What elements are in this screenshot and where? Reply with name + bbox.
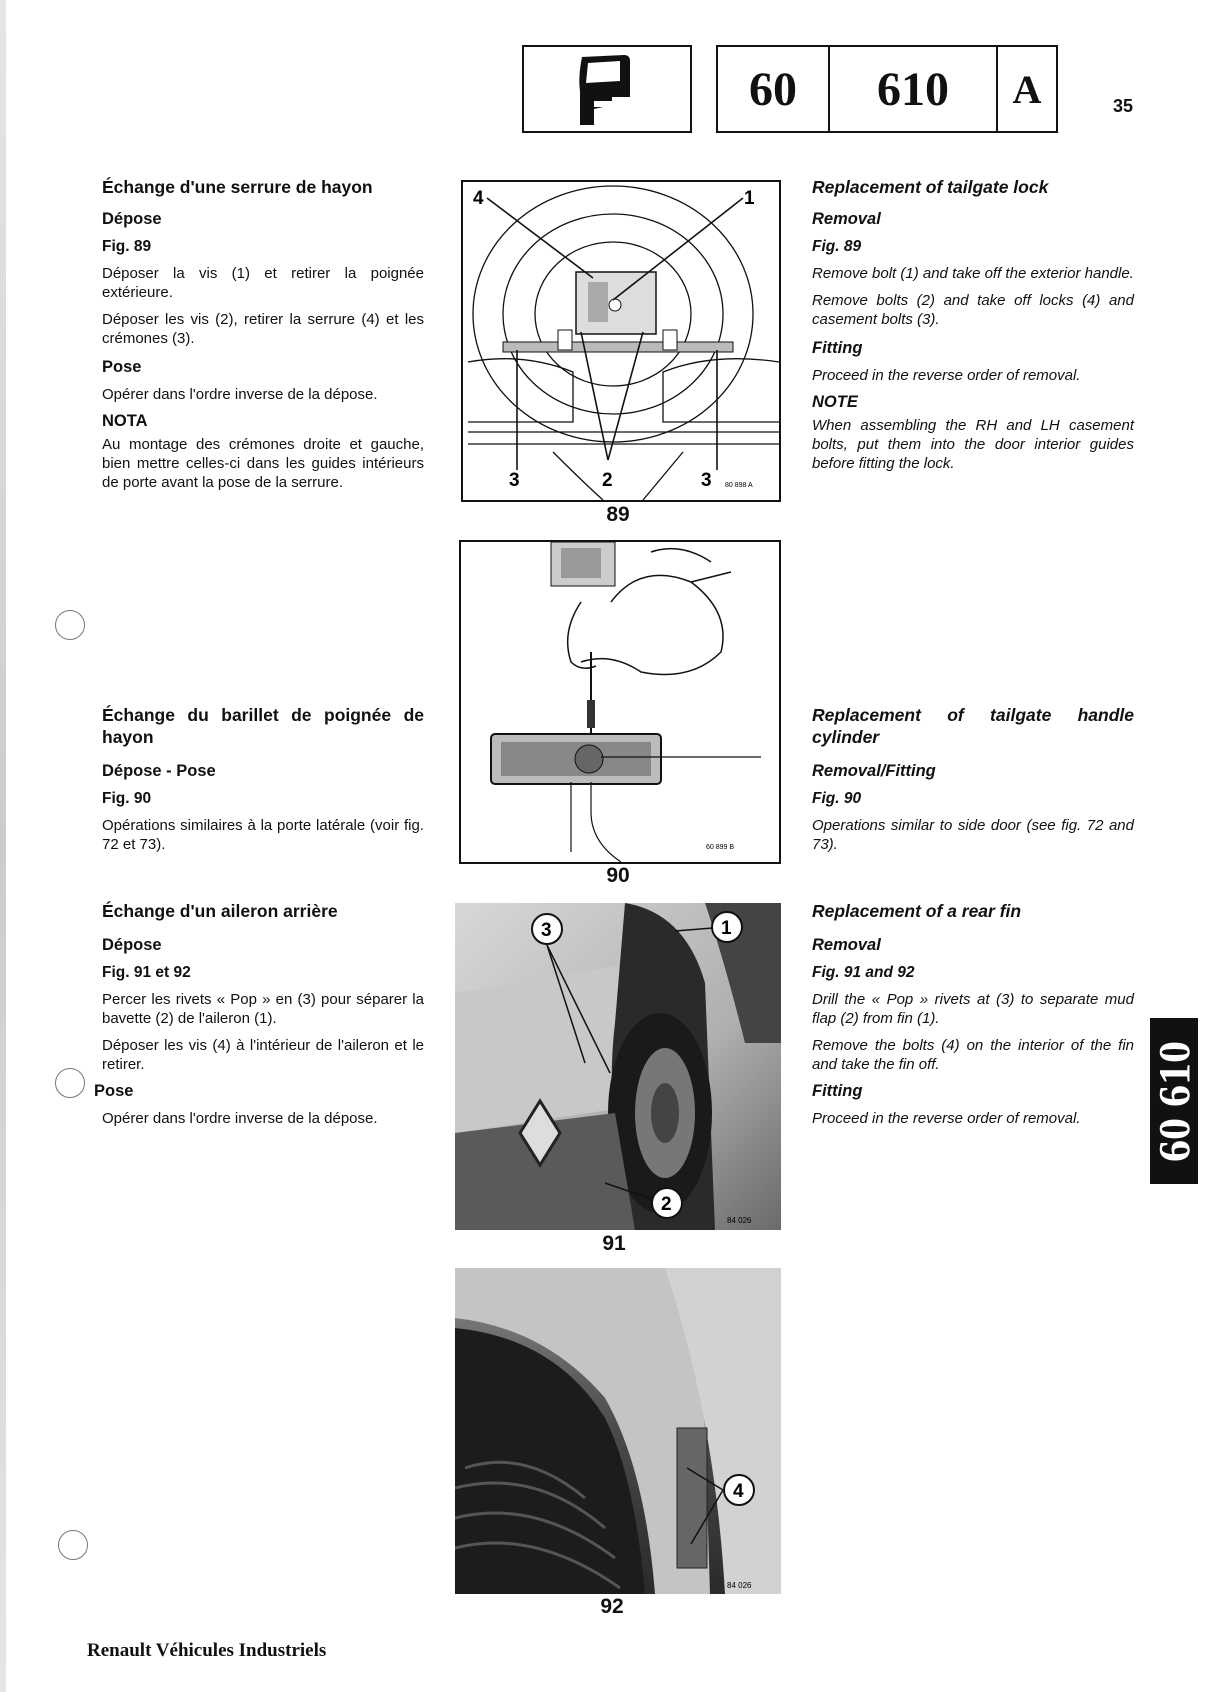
section1-en (812, 176, 1134, 481)
s1-en-fig: Fig. 89 (812, 238, 862, 255)
s3-fr-removal: Dépose (102, 936, 162, 954)
figure-89-number: 89 (606, 503, 630, 526)
figure-90-drawing (461, 542, 779, 862)
s1-fr-p1: Déposer la vis (1) et retirer la poignée extérieure. (102, 265, 424, 301)
scan-edge (0, 0, 6, 1692)
s2-en-fig: Fig. 90 (812, 790, 862, 807)
fig90-code: 60 899 B (706, 844, 735, 851)
section-letter: A (1012, 66, 1042, 112)
s1-fr-removal: Dépose (102, 210, 162, 228)
section1-fr (102, 176, 424, 500)
fig91-callout-1: 1 (721, 918, 732, 939)
fig92-callout-4: 4 (733, 1481, 744, 1502)
s1-en-nota: NOTE (812, 393, 858, 411)
section-major: 60 (718, 47, 830, 131)
s2-fr-p1: Opérations similaires à la porte latérale (voir fig. 72 et 73). (102, 817, 424, 853)
s1-en-p2: Remove bolts (2) and take off locks (4) and casement bolts (3). (812, 292, 1134, 328)
fig89-callout-2: 2 (602, 470, 613, 491)
fig89-code: 80 898 A (725, 482, 753, 489)
s3-fr-fig: Fig. 91 et 92 (102, 964, 191, 981)
s3-en-fig: Fig. 91 and 92 (812, 964, 915, 981)
figure-91 (455, 903, 781, 1230)
truck-cab-icon (524, 47, 689, 130)
s3-fr-title: Échange d'un aileron arrière (102, 901, 338, 921)
s3-en-p2: Remove the bolts (4) on the interior of the fin and take the fin off. (812, 1037, 1134, 1073)
section2-fr (102, 704, 424, 862)
fig89-callout-1: 1 (744, 188, 755, 209)
fig91-code: 84 026 (727, 1216, 752, 1225)
figure-92 (455, 1268, 781, 1594)
section-code-box (716, 45, 1058, 133)
figure-92-photo (455, 1268, 781, 1594)
fig91-callout-3: 3 (541, 920, 552, 941)
s1-en-fitting: Fitting (812, 339, 863, 357)
s3-en-fitting: Fitting (812, 1082, 863, 1100)
section2-en (812, 704, 1134, 862)
fig89-callout-3b: 3 (701, 470, 712, 491)
s1-fr-p2: Déposer les vis (2), retirer la serrure (4) et les crémones (3). (102, 311, 424, 347)
s2-en-title: Replacement of tailgate handle cylinder (812, 705, 1134, 747)
figure-92-number: 92 (600, 1595, 624, 1618)
fig89-callout-4: 4 (473, 188, 484, 209)
figure-91-number: 91 (602, 1232, 626, 1255)
figure-91-photo (455, 903, 781, 1230)
s2-fr-title: Échange du barillet de poignée de hayon (102, 705, 424, 747)
s1-fr-nota: NOTA (102, 412, 148, 430)
s2-en-p1: Operations similar to side door (see fig. 72 and 73). (812, 817, 1134, 853)
s3-fr-fitting: Pose (94, 1082, 134, 1100)
s3-en-removal: Removal (812, 936, 881, 954)
section-minor: 610 (830, 47, 998, 131)
figure-89-drawing (463, 182, 779, 500)
s1-en-title: Replacement of tailgate lock (812, 177, 1049, 197)
s3-fr-p1: Percer les rivets « Pop » en (3) pour séparer la bavette (2) de l'aileron (1). (102, 991, 424, 1027)
fig91-callout-2: 2 (661, 1194, 672, 1215)
section-side-tab (1150, 1018, 1198, 1184)
s1-en-p1: Remove bolt (1) and take off the exterior handle. (812, 265, 1134, 282)
figure-90 (459, 540, 781, 864)
s1-fr-p4: Au montage des crémones droite et gauche, bien mettre celles-ci dans les guides intérieurs de porte avant la pose de la serrure. (102, 436, 424, 491)
s2-fr-fig: Fig. 90 (102, 790, 152, 807)
punch-hole-top (55, 610, 85, 640)
s2-fr-sub: Dépose - Pose (102, 762, 216, 780)
s1-fr-fig: Fig. 89 (102, 238, 152, 255)
punch-hole-bottom (58, 1530, 88, 1560)
s3-en-p1: Drill the « Pop » rivets at (3) to separate mud flap (2) from fin (1). (812, 991, 1134, 1027)
s1-en-p3: Proceed in the reverse order of removal. (812, 367, 1081, 384)
s3-fr-p2: Déposer les vis (4) à l'intérieur de l'aileron et le retirer. (102, 1037, 424, 1073)
side-tab-label: 60 610 (1149, 1040, 1199, 1162)
fig89-callout-3a: 3 (509, 470, 520, 491)
s1-en-p4: When assembling the RH and LH casement bolts, put them into the door interior guides before fitting the lock. (812, 417, 1134, 472)
s1-fr-fitting: Pose (102, 358, 142, 376)
section3-fr (94, 900, 424, 1136)
punch-hole-middle (55, 1068, 85, 1098)
s1-fr-title: Échange d'une serrure de hayon (102, 177, 373, 197)
truck-cab-icon-box (522, 45, 692, 133)
figure-89 (461, 180, 781, 502)
figure-90-number: 90 (606, 864, 630, 887)
s2-en-sub: Removal/Fitting (812, 762, 936, 780)
section3-en (812, 900, 1134, 1136)
s3-en-title: Replacement of a rear fin (812, 901, 1022, 921)
s3-en-p3: Proceed in the reverse order of removal. (812, 1110, 1081, 1127)
s1-en-removal: Removal (812, 210, 881, 228)
publisher-footer: Renault Véhicules Industriels (87, 1640, 327, 1661)
fig92-code: 84 026 (727, 1581, 752, 1590)
s3-fr-p3: Opérer dans l'ordre inverse de la dépose. (102, 1110, 378, 1127)
page-number: 35 (1113, 96, 1134, 116)
s1-fr-p3: Opérer dans l'ordre inverse de la dépose. (102, 386, 378, 403)
